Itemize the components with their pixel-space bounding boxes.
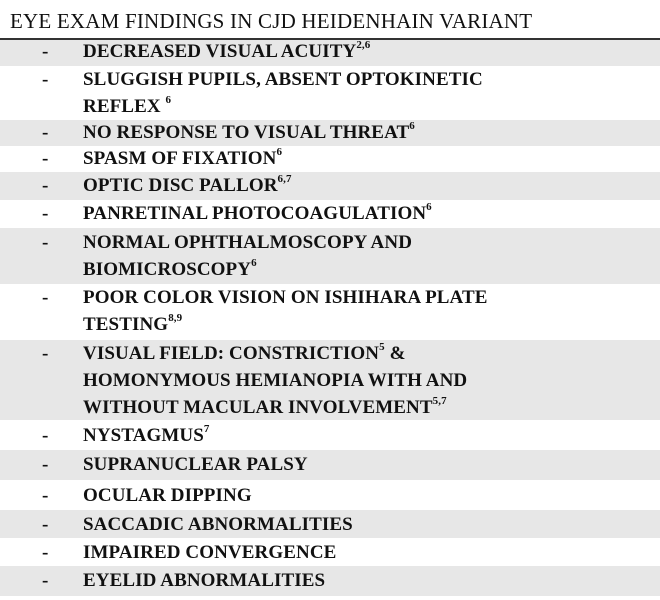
finding-label: OCULAR DIPPING	[83, 485, 252, 506]
row-dash: -	[42, 203, 49, 224]
citation: 5,7	[432, 395, 447, 407]
finding-label: SACCADIC ABNORMALITIES	[83, 514, 353, 535]
citation: 6	[165, 94, 172, 106]
finding-text	[83, 482, 653, 509]
finding-label: HOMONYMOUS HEMIANOPIA WITH AND	[83, 370, 468, 391]
citation: 7	[203, 423, 210, 435]
finding-row	[0, 172, 660, 200]
finding-row	[0, 510, 660, 538]
finding-text	[83, 284, 653, 338]
finding-row	[0, 340, 660, 420]
row-dash: -	[42, 175, 49, 196]
finding-label: EYELID ABNORMALITIES	[83, 570, 326, 591]
finding-row	[0, 420, 660, 450]
citation: 6	[426, 201, 432, 213]
finding-label-line1	[83, 340, 653, 367]
finding-text	[83, 567, 653, 594]
row-dash: -	[42, 122, 49, 143]
finding-text	[83, 539, 653, 566]
finding-label-line3	[83, 394, 653, 421]
finding-text	[83, 200, 653, 227]
finding-text	[83, 340, 653, 421]
finding-label: SLUGGISH PUPILS, ABSENT OPTOKINETIC	[83, 69, 483, 90]
finding-label-line2	[83, 311, 653, 338]
finding-row	[0, 538, 660, 566]
finding-row	[0, 450, 660, 480]
citation: 2,6	[356, 39, 371, 51]
finding-row	[0, 200, 660, 228]
finding-label: DECREASED VISUAL ACUITY	[83, 41, 357, 62]
finding-row	[0, 120, 660, 146]
finding-text	[83, 38, 653, 65]
table-title: EYE EXAM FINDINGS IN CJD HEIDENHAIN VARIANT	[10, 9, 533, 33]
row-dash: -	[42, 148, 49, 169]
finding-text	[83, 451, 653, 478]
citation: 6,7	[277, 173, 292, 185]
finding-row	[0, 228, 660, 284]
finding-text	[83, 145, 653, 172]
row-dash: -	[42, 542, 49, 563]
finding-row	[0, 284, 660, 340]
row-dash: -	[42, 343, 49, 364]
finding-label: POOR COLOR VISION ON ISHIHARA PLATE	[83, 287, 488, 308]
finding-label: IMPAIRED CONVERGENCE	[83, 542, 337, 563]
finding-row	[0, 566, 660, 596]
finding-text	[83, 229, 653, 283]
citation: 6	[251, 257, 257, 269]
citation: 6	[276, 146, 283, 158]
finding-row	[0, 66, 660, 120]
finding-label: OPTIC DISC PALLOR	[83, 175, 278, 196]
finding-label: SPASM OF FIXATION	[83, 148, 277, 169]
row-dash: -	[42, 287, 49, 308]
row-dash: -	[42, 454, 49, 475]
citation: 6	[409, 120, 415, 132]
row-dash: -	[42, 485, 49, 506]
finding-label-line2	[83, 93, 653, 120]
finding-text	[83, 172, 653, 199]
finding-label: BIOMICROSCOPY	[83, 259, 252, 280]
finding-label: WITHOUT MACULAR INVOLVEMENT	[83, 397, 433, 418]
row-dash: -	[42, 570, 49, 591]
finding-row	[0, 40, 660, 66]
finding-label: &	[384, 343, 406, 364]
finding-label: NO RESPONSE TO VISUAL THREAT	[83, 122, 410, 143]
row-dash: -	[42, 514, 49, 535]
row-dash: -	[42, 69, 49, 90]
finding-row	[0, 146, 660, 172]
finding-label: TESTING	[83, 314, 169, 335]
finding-label-line2	[83, 256, 653, 283]
citation: 8,9	[168, 312, 183, 324]
finding-row	[0, 480, 660, 510]
row-dash: -	[42, 425, 49, 446]
citation: 5	[379, 341, 385, 353]
finding-label: SUPRANUCLEAR PALSY	[83, 454, 308, 475]
row-dash: -	[42, 232, 49, 253]
finding-label: NYSTAGMUS	[83, 425, 204, 446]
finding-text	[83, 511, 653, 538]
finding-label: REFLEX	[83, 96, 166, 117]
finding-label: NORMAL OPHTHALMOSCOPY AND	[83, 232, 413, 253]
row-dash: -	[42, 41, 49, 62]
finding-text	[83, 119, 653, 146]
finding-text	[83, 422, 653, 449]
finding-label: VISUAL FIELD: CONSTRICTION	[83, 343, 380, 364]
finding-text	[83, 66, 653, 120]
finding-label: PANRETINAL PHOTOCOAGULATION	[83, 203, 427, 224]
